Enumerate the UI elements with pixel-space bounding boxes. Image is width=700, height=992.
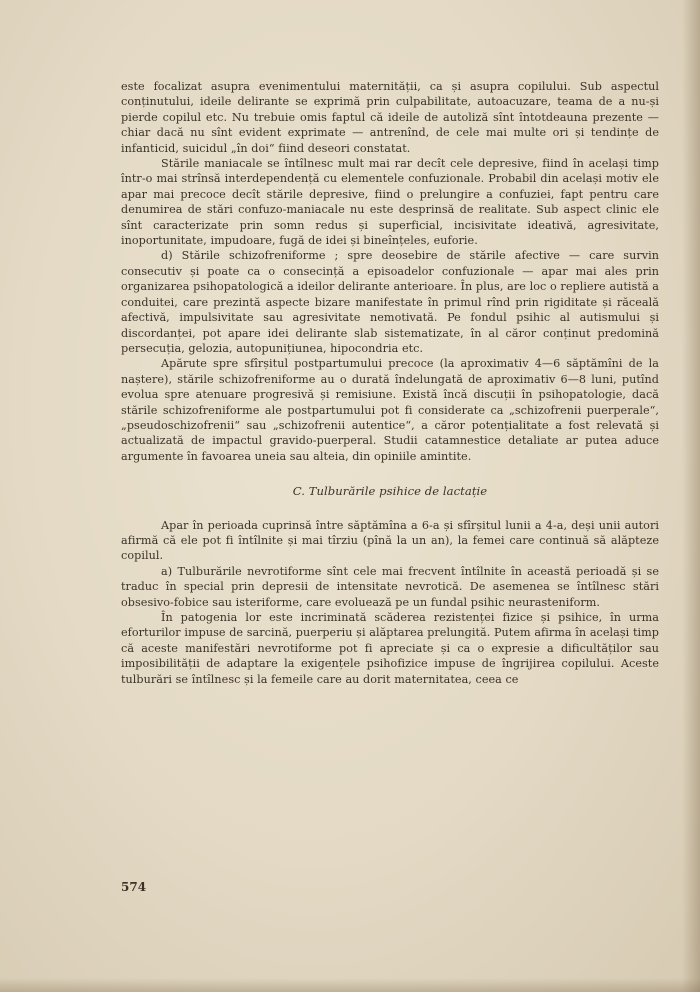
paragraph-3: d) Stările schizofreniforme ; spre deosebire de stările afective — care survin consecutiv și poate ca o consecință a episoadelor confuzionale — apar mai ales prin organizarea psihopatologică a ideilor delirante anterioare. În plus, are loc o repliere autistă a conduitei, care prezintă aspecte bizare manifestate în primul rînd prin rigiditate și răceală afectivă, impulsivitate sau agresivitate nemotivată. Pe fondul psihic al autismului și discordanței, pot apare idei delirante slab sistematizate, în al căror conținut predomină persecuția, gelozia, autopunițiunea, hipocondria etc. [121, 249, 659, 355]
paragraph-4: Apărute spre sfîrșitul postpartumului precoce (la aproximativ 4—6 săptămîni de la naștere), stările schizofreniforme au o durată îndelungată de aproximativ 6—8 luni, putînd evolua spre atenuare progresivă și remisiune. Există încă discuții în psihopatologie, dacă stările schizofreniforme ale postpartumului pot fi considerate ca „schizofrenii puerperale“, „pseudoschizofrenii“ sau „schizofrenii autentice“, a căror potențialitate a fost relevată și actualizată de impactul gravido-puerperal. Studii catamnestice detaliate ar putea aduce argumente în favoarea uneia sau alteia, din opiniile amintite. [121, 357, 659, 463]
paragraph-1: este focalizat asupra evenimentului maternității, ca și asupra copilului. Sub aspectul conținutului, ideile delirante se exprimă prin culpabilitate, autoacuzare, teama de a nu-și pierde copilul etc. Nu trebuie omis faptul că ideile de autoliză sînt întotdeauna prezente — chiar dacă nu sînt evident exprimate — antrenînd, de cele mai multe ori și tendințe de infanticid, suicidul „în doi“ fiind deseori constatat. [121, 80, 659, 155]
paragraph-2: Stările maniacale se întîlnesc mult mai rar decît cele depresive, fiind în același timp într-o mai strînsă interdependență cu elementele confuzionale. Probabil din același motiv ele apar mai precoce decît stările depresive, fiind o prelungire a confuziei, fapt pentru care denumirea de stări confuzo-maniacale nu este desprinsă de realitate. Sub aspect clinic ele sînt caracterizate prin somn redus și superficial, incisivitate ideativă, agresivitate, inoportunitate, impudoare, fugă de idei și bineînțeles, euforie. [121, 157, 659, 248]
page-bottom-shadow [0, 978, 700, 992]
text-column [121, 79, 659, 687]
paragraph-6: a) Tulburările nevrotiforme sînt cele mai frecvent întîlnite în această perioadă și se traduc în special prin depresii de intensitate nevrotică. De asemenea se întîlnesc stări obsesivo-fobice sau isteriforme, care evoluează pe un fundal psihic neurasteniform. [121, 564, 659, 609]
paragraph-5: Apar în perioada cuprinsă între săptămîna a 6-a și sfîrșitul lunii a 4-a, deși unii autori afirmă că ele pot fi întîlnite și mai tîrziu (pînă la un an), la femei care continuă să alăpteze copilul. [121, 518, 659, 563]
page-number: 574 [121, 880, 147, 894]
paragraph-7: În patogenia lor este incriminată scăderea rezistenței fizice și psihice, în urma eforturilor impuse de sarcină, puerperiu și alăptarea prelungită. Putem afirma în același timp că aceste manifestări nevrotiforme pot fi apreciate și ca o expresie a dificultăților sau imposibilității de adaptare la exigențele psihofizice impuse de îngrijirea copilului. Aceste tulburări se întîlnesc și la femeile care au dorit maternitatea, ceea ce [121, 611, 659, 686]
section-heading: C. Tulburările psihice de lactație [292, 484, 488, 499]
page-edge-shadow [682, 0, 700, 992]
